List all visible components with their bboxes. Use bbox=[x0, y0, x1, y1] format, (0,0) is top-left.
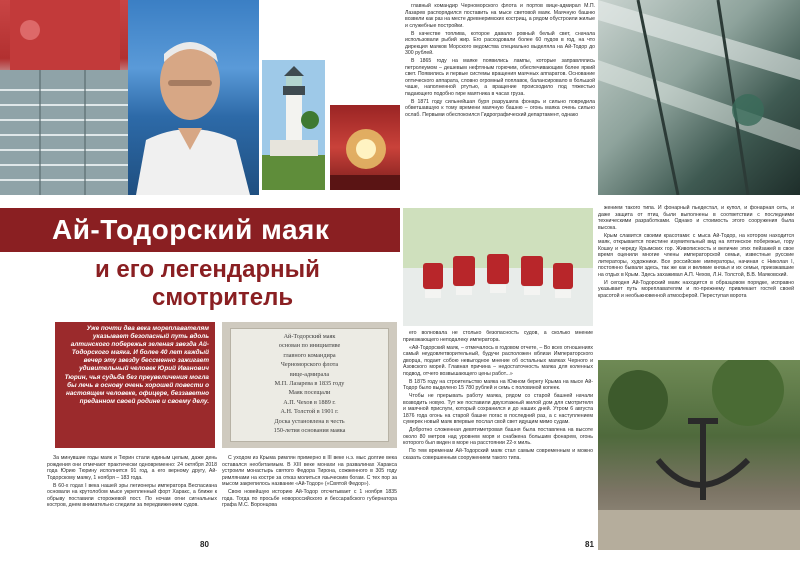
keeper-portrait-photo bbox=[128, 0, 259, 195]
left-col2-p0: С уходом из Крыма римлян примерно в III веке н.э. мыс долгие века оставался необитаемым. В XIII веке монахи на развалинах Харакса устроили монастырь святого Федора Тирона, сожженного в 305 году римлянами на костре за отказ молиться языческим богам. С тех пор за мысом закрепилось название «Ай-Тодор» («Святой Федор»). bbox=[222, 455, 397, 487]
plaque-line-0: Ай-Тодорский маяк bbox=[283, 333, 336, 340]
plaque-line-5: М.П. Лазарева в 1835 году bbox=[274, 380, 345, 388]
right-col1-p3: Чтобы не прерывать работу маяка, рядом со старой башней начали возводить новую. Тут же поставили двухэтажный жилой дом для смотрителя и маячной прислуги, который сохранился и до наших дней. Утром 6 августа 1876 года огонь на старой башне погас в последний раз, а с наступлением сумерек новый маяк впервые послал свой свет идущим мимо судам. bbox=[403, 393, 593, 425]
left-col3-p0: главный командир Черноморского флота и портов вице-адмирал М.П. Лазарев распорядился поставить на мысе световой маяк. Маячную башню возвели как раз на месте древнеримских кострищ, а рядом обустроили жилые и служебные постройки. bbox=[405, 3, 595, 29]
right-column-2 bbox=[598, 205, 794, 357]
plaque-line-1: основан по инициативе bbox=[278, 342, 341, 350]
anchor-garden-photo bbox=[598, 360, 800, 550]
right-col2-p0: жением такого типа. И фонарный пьедестал, и купол, и фонарная сеть, и даже защита от птиц были выполнены в соответствии с последними техническими разработками. Однако и стоимость этого сооружения была высока. bbox=[598, 205, 794, 231]
lighthouse-glass-photo bbox=[598, 0, 800, 195]
plaque-line-3: Черноморского флота bbox=[280, 361, 339, 369]
left-column-3 bbox=[405, 3, 595, 203]
plaque-line-2: главного командира bbox=[283, 351, 336, 359]
lead-paragraph bbox=[55, 322, 215, 448]
left-col2-p1: Свою новейшую историю Ай-Тодор отсчитывает с 1 ноября 1835 года. Тогда по просьбе новороссийского и бессарабского губернатора графа М.С. Воронцова bbox=[222, 489, 397, 508]
plaque-line-8: А.Н. Толстой в 1901 г. bbox=[280, 408, 339, 416]
signal-lamps-photo bbox=[403, 208, 593, 326]
left-column-1 bbox=[47, 455, 217, 550]
lead-text: Уже почти два века мореплавателям указывает безопасный путь вдоль алтинского побережья зеленая звезда Ай-Тодорского маяка. И более 40 лет каждый вечер эту звезду бессменно зажигает удивительный человек Юрий Иванович Тюрин, чья судьба без преувеличения могла бы лечь в основу очень хорошей повести о настоящем человеке, офицере, беззаветно преданном своей родине и своему делу. bbox=[64, 325, 209, 405]
lighthouse-tower-photo bbox=[262, 60, 325, 190]
left-col3-p1: В качестве топлива, которое давало ровный белый свет, сначала использовали рыбий жир. Его расходовали более 60 пудов в год, на что дирекция маяков Морского ведомства специально выделяла на Ай-Тодор до 300 рублей. bbox=[405, 30, 595, 56]
right-col1-p1: «Ай-Тодорский маяк, – отмечалось в годовом отчете, – Во всех отношениях самый неудовлетворительный, будучи расположен вблизи Императорского дворца, подает собою невыгодное мнение об остальных маяках Черного и Азовского морей. Главная причина – недостаточность маяка для коленных подвод, отчего возвышающего цены работ...» bbox=[403, 344, 593, 377]
left-col1-p0: За минувшие годы маяк и Тюрин стали единым целым, даже день рождения они отмечают практически одновременно: 24 октября 2018 года Юрию Тюрину исполнится 91 год, а его верному другу, Ай-Тодорскому маяку, 1 ноября – 183 года. bbox=[47, 455, 217, 481]
title-line-1-text: Ай-Тодорский маяк bbox=[52, 214, 330, 245]
page-number-right: 81 bbox=[585, 540, 594, 549]
right-col2-p1: Крым славится своими красотами: с мыса Ай-Тодор, на котором находится маяк, открывается поистине изумительный вид на ялтинское побережье, гору Кошку и череду Крымских гор. Живописность и величие этих пейзажей в свое время оценили многие члены императорской семьи, известные русские литераторы, художники. Все российские императоры, начиная с Николая I, постоянно бывали здесь, так же как и великие князья и их семьи, приезжавшие на отдых в Крым. Здесь захаживал А.П. Чехов, Л.Н. Толстой, В.В. Маяковский. bbox=[598, 232, 794, 278]
title-line-3: смотритель bbox=[152, 284, 294, 311]
right-col1-p5: По тем временам Ай-Тодорский маяк стал самым современным и можно сказать совершенным сооружением такого типа. bbox=[403, 448, 593, 461]
lighthouse-lamp-photo bbox=[330, 105, 400, 190]
right-column-1 bbox=[403, 330, 593, 550]
memorial-plaque-photo bbox=[222, 322, 397, 448]
left-col3-p2: В 1865 году на маяке появились лампы, которые заправлялись петролеумом – дешевым нефтяным горючим, обеспечивающим более яркий свет. Появились и первые системы вращения маячных аппаратов. Основание оптического аппарата, словно огромный поплавок, балансировало в большой чаше, наполненной ртутью, а вращение происходило под тяжестью падающего подобно гире маятника в часах груза. bbox=[405, 58, 595, 97]
right-col1-p2: В 1875 году на строительство маяка на Южном берегу Крыма на мысе Ай-Тодор было выделено 15 780 рублей и семь с половиной копеек. bbox=[403, 378, 593, 391]
plaque-line-4: вице-адмирала bbox=[289, 370, 330, 378]
left-col1-p1: В 60-х годах I века нашей эры легионеры императора Веспасиана основали на крутолобом мысе укрепленный форт Харакс, а ближе к обрыву поставили сторожевой пост. По ночам огни сигнальных костров, днем внимательно следили за передвижением судов. bbox=[47, 482, 217, 508]
right-col1-p0: его волновала не столько безопасность судов, а сколько мнение приезжающего неподалеку императора. bbox=[403, 330, 593, 343]
right-col1-p4: Добротно сложенная девятиметровая башня была поставлена на высоте около 80 метров над уровнем моря и снабжена большим фонарем, огонь которого был виден в море на расстоянии 22-х миль. bbox=[403, 427, 593, 446]
left-column-2 bbox=[222, 455, 397, 550]
plaque-line-6: Маяк посещали bbox=[288, 389, 331, 397]
left-col3-p3: В 1871 году сильнейшая буря разрушила фонарь и сильно повредила обветшавшую к тому времени маячную башню – огонь маяка очень сильно ослаб. Первыми обеспокоился Гидрографический департамент, однако bbox=[405, 98, 595, 118]
page-number-left: 80 bbox=[200, 540, 209, 549]
title-line-1 bbox=[0, 208, 400, 252]
plaque-line-10: 150-летия основания маяка bbox=[273, 427, 346, 435]
plaque-line-9: Доска установлена в честь bbox=[274, 417, 345, 425]
lighthouse-lens-photo bbox=[0, 0, 128, 195]
right-col2-p2: И сегодня Ай-Тодорский маяк находится в образцовом порядке, исправно указывает путь мореплавателям и по-прежнему привлекает гостей своей красотой и необыкновенной атмосферой. Переступая ворота bbox=[598, 279, 794, 299]
plaque-line-7: А.П. Чехов в 1889 г. bbox=[283, 398, 336, 406]
title-line-2: и его легендарный bbox=[95, 256, 320, 283]
